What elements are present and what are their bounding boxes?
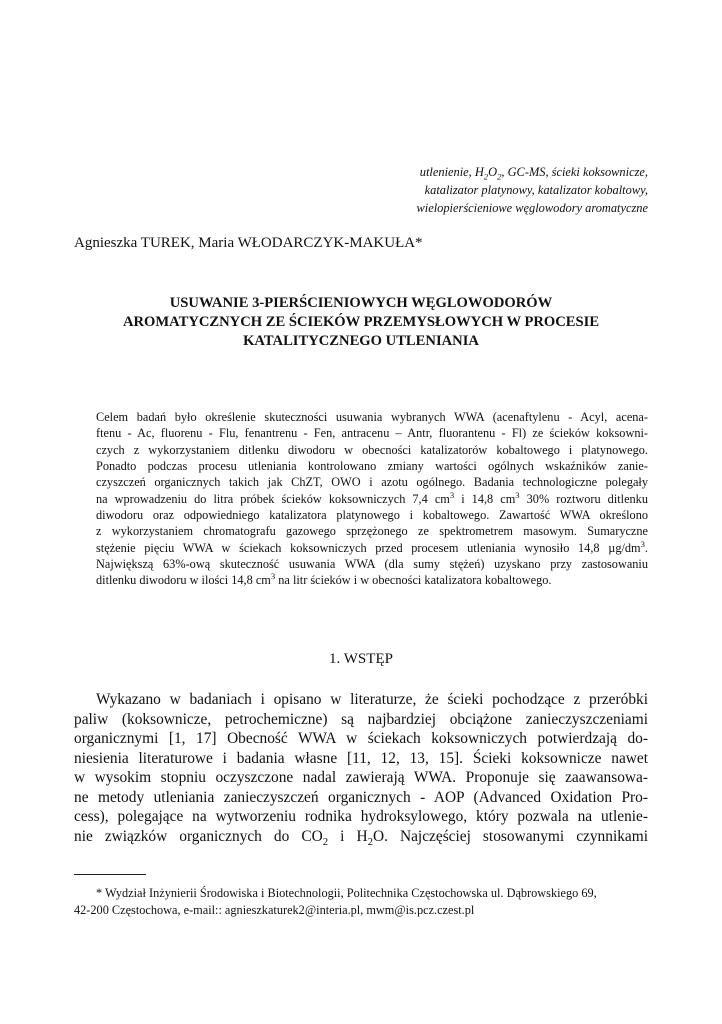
abstract-line <box>96 572 648 588</box>
abstract-line: Największą 63%-ową skuteczność usuwania WWA (dla sumy stężeń) uzyskano przy zastosowaniu <box>96 557 648 572</box>
title-line: AROMATYCZNYCH ZE ŚCIEKÓW PRZEMYSŁOWYCH W PROCESIE <box>122 314 600 330</box>
title-line: USUWANIE 3-PIERŚCIENIOWYCH WĘGLOWODORÓW <box>169 295 553 311</box>
keywords-line-2: katalizator platynowy, katalizator kobaltowy, <box>424 183 648 198</box>
body-paragraph <box>74 690 648 846</box>
abstract-line: z wykorzystaniem chromatografu gazowego sprzężonego ze spektrometrem masowym. Sumaryczne <box>96 524 648 539</box>
abstract-text: stężenie pięciu WWA w ściekach koksowniczych przed procesem utleniania wynosiło 14,8 µg/dm <box>96 540 641 555</box>
body-line: niesienia literaturowe i badania własne [11, 12, 13, 15]. Ścieki koksownicze nawet <box>74 749 648 767</box>
footnote-line: * Wydział Inżynierii Środowiska i Biotechnologii, Politechnika Częstochowska ul. Dąbrowskiego 69, <box>96 886 597 900</box>
body-line: organicznymi [1, 17] Obecność WWA w ściekach koksowniczych potwierdzają do- <box>74 730 648 747</box>
keywords-text: utlenienie, H <box>419 165 484 179</box>
superscript: 3 <box>270 571 276 582</box>
abstract-text: ditlenku diwodoru w ilości 14,8 cm <box>96 573 271 588</box>
keywords-text: O <box>488 165 498 179</box>
superscript: 3 <box>449 489 455 500</box>
body-line <box>74 827 648 847</box>
subscript: 2 <box>497 171 502 182</box>
body-line: Wykazano w badaniach i opisano w literaturze, że ścieki pochodzące z przeróbki <box>96 691 648 708</box>
abstract-text: na litr ścieków i w obecności katalizatora kobaltowego. <box>275 573 552 588</box>
abstract-line: ftenu - Ac, fluorenu - Flu, fenantrenu - Fen, antracenu – Antr, fluorantenu - Fl) ze ścieków koksowni- <box>96 426 648 441</box>
superscript: 3 <box>640 538 645 549</box>
paper-title <box>74 294 648 351</box>
body-text: O. Najczęściej stosowanymi czynnikami <box>372 827 648 845</box>
footnote-separator <box>74 874 146 875</box>
keywords-block <box>288 163 648 218</box>
subscript: 2 <box>483 171 489 182</box>
keywords-text: , GC-MS, ścieki koksownicze, <box>501 165 648 179</box>
abstract-line: Ponadto podczas procesu utleniania kontrolowano zmiany wartości ogólnych wskaźników zanie- <box>96 459 648 474</box>
abstract-line: Celem badań było określenie skuteczności usuwania wybranych WWA (acenaftylenu - Acyl, acena- <box>96 410 648 424</box>
abstract-text: na wprowadzeniu do litra próbek ścieków koksowniczych 7,4 cm <box>96 491 450 506</box>
abstract-text: 30% roztworu ditlenku <box>519 491 648 506</box>
keywords-line-3: wielopierścieniowe węglowodory aromatyczne <box>416 201 648 216</box>
keywords-line-1 <box>288 163 648 181</box>
subscript: 2 <box>367 835 373 848</box>
body-line: w wysokim stopniu oczyszczone nadal zawierają WWA. Proponuje się zaawansowa- <box>74 769 648 786</box>
body-line: paliw (koksownicze, petrochemiczne) są najbardziej obciążone zanieczyszczeniami <box>74 710 648 728</box>
footnote-line: 42-200 Częstochowa, e-mail:: agnieszkaturek2@interia.pl, mwm@is.pcz.czest.pl <box>74 903 475 917</box>
subscript: 2 <box>322 835 329 848</box>
body-line: cess), polegające na wytworzeniu rodnika hydroksylowego, który pozwala na utlenie- <box>74 808 648 825</box>
abstract-text: i 14,8 cm <box>454 491 516 506</box>
abstract-line: czyszczeń organicznych takich jak ChZT, OWO i azotu ogólnego. Badania technologiczne polegały <box>96 475 648 490</box>
body-text: nie związków organicznych do CO <box>74 827 323 845</box>
section-heading: 1. WSTĘP <box>329 651 393 667</box>
abstract-line <box>96 491 648 507</box>
abstract-line <box>96 540 648 556</box>
body-line: ne metody utleniania zanieczyszczeń organicznych - AOP (Advanced Oxidation Pro- <box>74 788 648 806</box>
abstract-text: . <box>644 540 648 555</box>
authors: Agnieszka TUREK, Maria WŁODARCZYK-MAKUŁA* <box>74 235 423 251</box>
title-line: KATALITYCZNEGO UTLENIANIA <box>243 333 479 349</box>
abstract-line: czych z wykorzystaniem ditlenku diwodoru w obecności katalizatorów kobaltowego i platynowego. <box>96 442 648 457</box>
abstract <box>96 409 648 589</box>
abstract-line: diwodoru oraz odpowiedniego katalizatora platynowego i kobaltowego. Zawartość WWA określono <box>96 508 648 523</box>
superscript: 3 <box>515 489 520 500</box>
footnote <box>74 885 648 919</box>
body-text: i H <box>328 827 368 845</box>
